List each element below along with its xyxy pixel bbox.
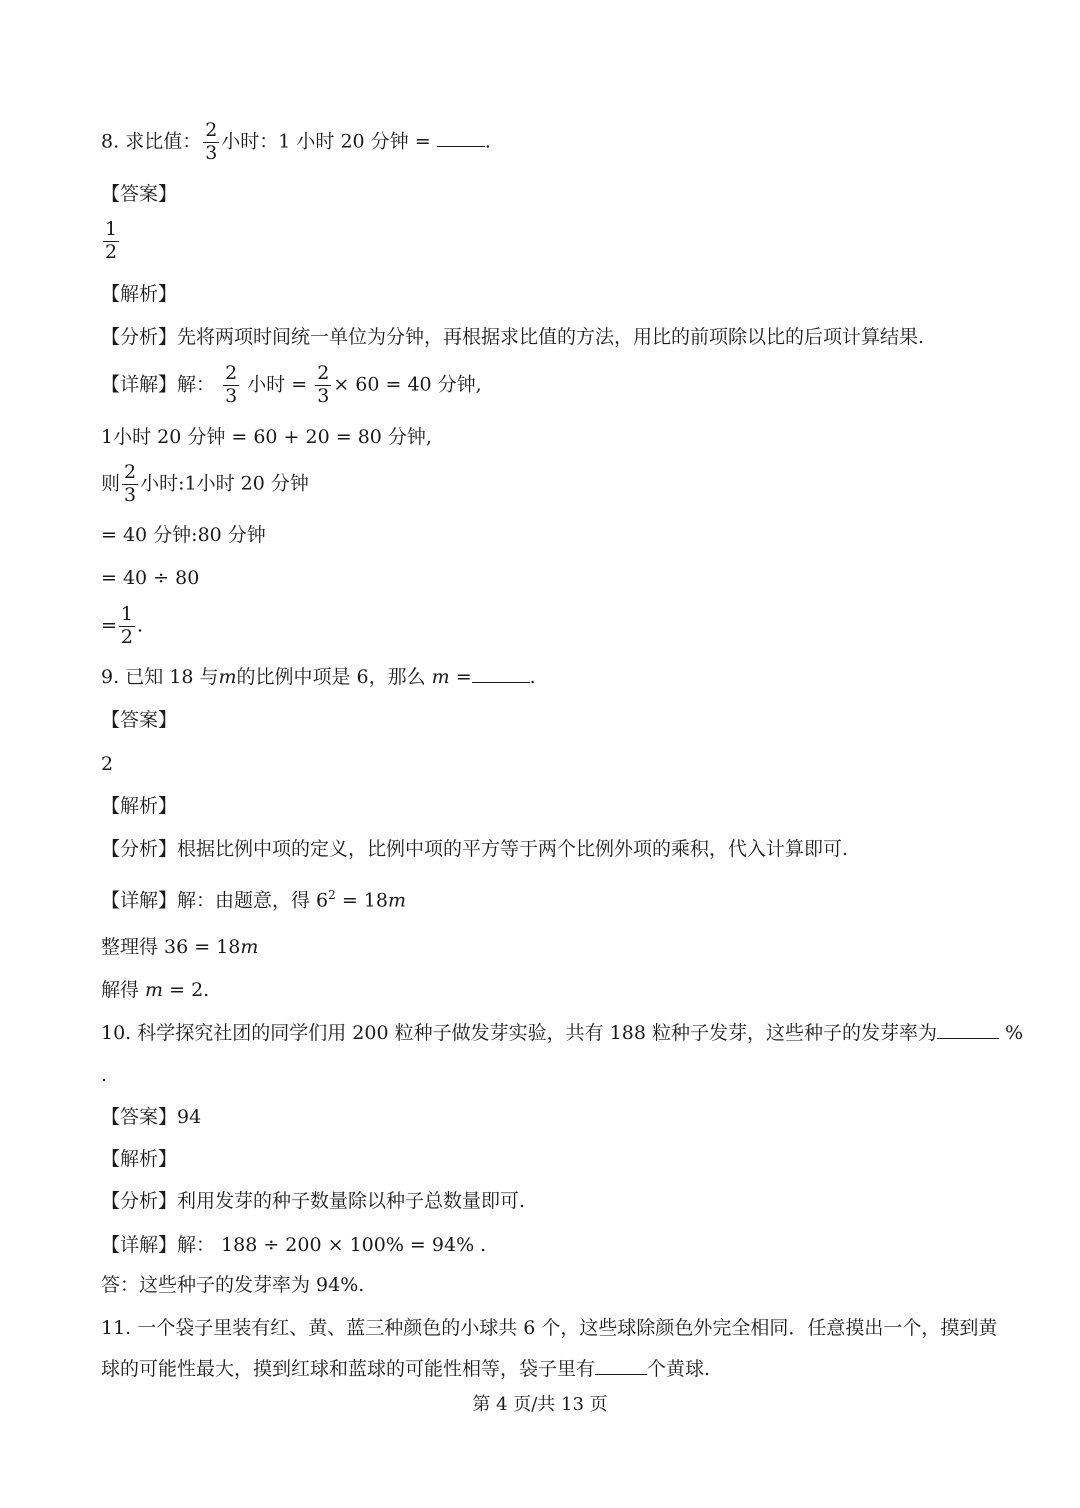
q9-answer: 2	[101, 753, 114, 775]
answer-tag: 【答案】	[101, 709, 178, 731]
page-footer: 第 4 页/共 13 页	[472, 1394, 608, 1415]
question-number: 8.	[101, 130, 120, 153]
answer-blank	[595, 1373, 647, 1375]
fraction: $\frac{1}{2}$	[120, 603, 134, 648]
q9-analysis: 【分析】根据比例中项的定义，比例中项的平方等于两个比例外项的乘积，代入计算即可.	[101, 838, 849, 860]
fraction: $\frac{2}{3}$	[317, 362, 330, 407]
fraction: $\frac{2}{3}$	[205, 119, 218, 164]
q9-stem: 9. 已知 18 与m的比例中项是 6，那么 m = .	[101, 666, 536, 688]
q11-stem-line2: 球的可能性最大，摸到红球和蓝球的可能性相等，袋子里有 个黄球.	[101, 1358, 711, 1380]
answer-blank	[937, 1037, 999, 1039]
q8-step: = 40 ÷ 80	[101, 567, 200, 589]
q8-step: 则 $\frac{2}{3}$ 小时:1小时 20 分钟	[101, 461, 309, 506]
answer-blank	[437, 145, 485, 147]
fraction: $\frac{1}{2}$	[105, 218, 118, 263]
q8-detail: 【详解】解： $\frac{2}{3}$ 小时 = $\frac{2}{3}$ × 60 = 40 分钟,	[101, 362, 482, 407]
q10-analysis: 【分析】利用发芽的种子数量除以种子总数量即可.	[101, 1190, 526, 1212]
explain-tag: 【解析】	[101, 795, 178, 817]
q10-stem-dot: .	[101, 1064, 108, 1086]
question-number: 9.	[101, 666, 120, 688]
fraction: $\frac{2}{3}$	[225, 362, 238, 407]
answer-blank	[472, 681, 530, 683]
q10-stem: 10. 科学探究社团的同学们用 200 粒种子做发芽实验，共有 188 粒种子发芽，这些种子的发芽率为 %	[101, 1022, 1024, 1044]
explain-tag: 【解析】	[101, 283, 178, 305]
q11-stem: 11. 一个袋子里装有红、黄、蓝三种颜色的小球共 6 个，这些球除颜色外完全相同．任意摸出一个，摸到黄	[101, 1317, 998, 1339]
q8-analysis: 【分析】先将两项时间统一单位为分钟，再根据求比值的方法，用比的前项除以比的后项计算结果.	[101, 326, 925, 348]
q8-step: 1小时 20 分钟 = 60 + 20 = 80 分钟,	[101, 426, 432, 448]
q8-answer	[101, 220, 121, 263]
explain-tag: 【解析】	[101, 1148, 178, 1170]
q9-detail: 【详解】解：由题意，得 $6^2 = 18m$	[101, 888, 406, 912]
q10-answer: 【答案】94	[101, 1106, 202, 1128]
q9-step: 解得 m = 2.	[101, 979, 210, 1001]
q8-step: = 40 分钟:80 分钟	[101, 524, 266, 546]
fraction: $\frac{2}{3}$	[124, 461, 137, 506]
q10-final: 答：这些种子的发芽率为 94%.	[101, 1274, 365, 1296]
answer-tag: 【答案】	[101, 183, 178, 205]
q9-step: 整理得 36 = 18m	[101, 936, 259, 958]
q10-detail: 【详解】解： 188 ÷ 200 × 100% = 94% .	[101, 1234, 487, 1256]
q8-step: = $\frac{1}{2}$ .	[101, 603, 144, 648]
q8-stem: 8. 求比值： $\frac{2}{3}$ 小时：1 小时 20 分钟 = .	[101, 119, 491, 164]
